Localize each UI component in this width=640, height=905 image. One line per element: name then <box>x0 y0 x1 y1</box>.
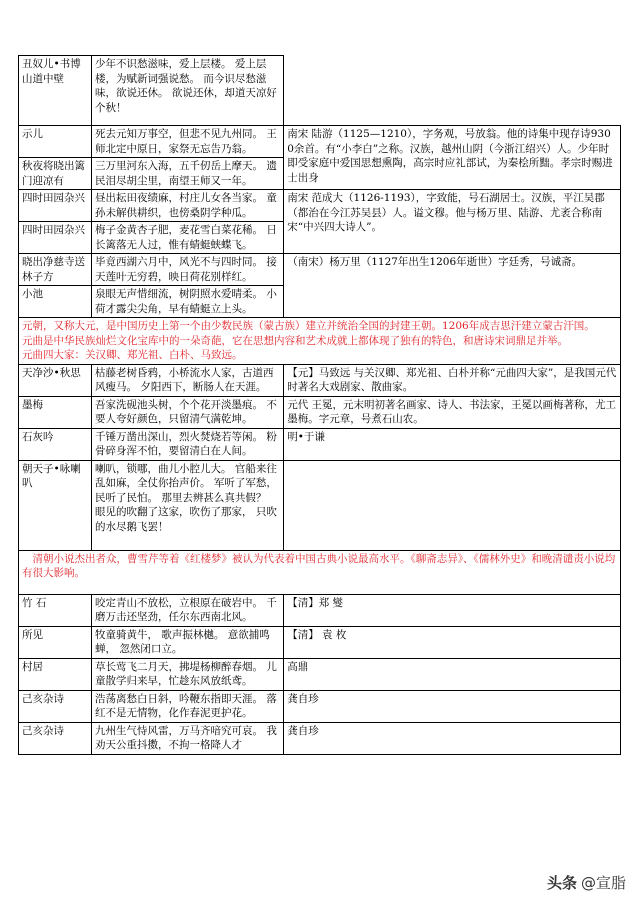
note-paragraph: 元朝，又称大元，是中国历史上第一个由少数民族（蒙古族）建立并统治全国的封建王朝。1206年成吉思汗建立蒙古汗国。 <box>22 320 595 332</box>
poem-title: 竹 石 <box>19 594 92 626</box>
table-row <box>19 550 621 594</box>
author-info: 南宋 陆游（1125—1210），字务观，号放翁。他的诗集中现存诗9300余首。有“小李白”之称。汉族，越州山阴（今浙江绍兴）人。少年时即受家庭中爱国思想熏陶，高宗时应礼部试，为秦桧所黜。孝宗时赐进士出身 <box>284 126 621 190</box>
poem-text: 浩荡离愁白日斜，吟鞭东指即天涯。 落红不是无情物，化作春泥更护花。 <box>92 690 284 722</box>
table-row <box>19 722 621 754</box>
account-handle: @宣脂 <box>580 874 626 892</box>
watermark <box>547 872 626 893</box>
poem-title: 秋夜将晓出篱门迎凉有 <box>19 158 92 190</box>
author-info <box>284 460 621 550</box>
author-info: 元代 王冕，元末明初著名画家、诗人、书法家，王冕以画梅著称，尤工墨梅。字元章，号煮石山农。 <box>284 396 621 428</box>
poem-text: 吾家洗砚池头树，个个花开淡墨痕。 不要人夸好颜色，只留清气满乾坤。 <box>92 396 284 428</box>
poem-text: 牧童骑黄牛， 歌声振林樾。 意欲捕鸣蝉， 忽然闭口立。 <box>92 626 284 658</box>
poem-table <box>18 55 621 755</box>
poem-title: 己亥杂诗 <box>19 690 92 722</box>
table-row <box>19 658 621 690</box>
note-paragraph: 元曲是中华民族灿烂文化宝库中的一朵奇葩，它在思想内容和艺术成就上都体现了独有的特色，和唐诗宋词鼎足并举。 <box>22 334 568 347</box>
poem-title: 所见 <box>19 626 92 658</box>
poem-title: 朝天子•咏喇叭 <box>19 460 92 550</box>
table-row <box>19 364 621 396</box>
author-info: 【清】郑 燮 <box>284 594 621 626</box>
poem-text: 毕竟西湖六月中，风光不与四时同。 接天莲叶无穷碧，映日荷花别样红。 <box>92 254 284 286</box>
poem-text: 九州生气恃风雷，万马齐喑究可哀。 我劝天公重抖擞，不拘一格降人才 <box>92 722 284 754</box>
author-info: 高鼎 <box>284 658 621 690</box>
author-info: 明•于谦 <box>284 428 621 460</box>
author-info: （南宋）杨万里（1127年出生1206年逝世）字廷秀，号诚斋。 <box>284 254 621 318</box>
yuan-dynasty-note <box>19 318 621 365</box>
poem-title: 天净沙•秋思 <box>19 364 92 396</box>
poem-title: 墨梅 <box>19 396 92 428</box>
author-info: 【元】马致远 与关汉卿、郑光祖、白朴并称“元曲四大家”，是我国元代时著名大戏剧家、散曲家。 <box>284 364 621 396</box>
poem-text: 喇叭，锁哪，曲儿小腔儿大。 官船来往乱如麻，全仗你抬声价。 军听了军愁，民听了民怕。 那里去辨甚么真共假？ 眼见的吹翻了这家，吹伤了那家， 只吹的水尽鹅飞罢！ <box>92 460 284 550</box>
table-row <box>19 318 621 365</box>
poem-title: 丑奴儿•书博山道中壁 <box>19 56 92 126</box>
table-row <box>19 126 621 158</box>
poem-text: 三万里河东入海，五千仞岳上摩天。 遗民泪尽胡尘里，南望王师又一年。 <box>92 158 284 190</box>
poem-text: 枯藤老树昏鸦，小桥流水人家，古道西风瘦马。 夕阳西下，断肠人在天涯。 <box>92 364 284 396</box>
table-row <box>19 690 621 722</box>
poem-text: 昼出耘田夜绩麻，村庄儿女各当家。 童孙未解供耕织，也傍桑阴学种瓜。 <box>92 190 284 222</box>
poem-title: 晓出净慈寺送林子方 <box>19 254 92 286</box>
poem-table-sheet <box>18 55 621 755</box>
poem-title: 村居 <box>19 658 92 690</box>
author-info: 龚自珍 <box>284 722 621 754</box>
author-info: 龚自珍 <box>284 690 621 722</box>
poem-title: 小池 <box>19 286 92 318</box>
author-info: 【清】 袁 枚 <box>284 626 621 658</box>
author-info <box>284 56 621 126</box>
table-row <box>19 428 621 460</box>
poem-text: 泉眼无声惜细流，树阴照水爱晴柔。 小荷才露尖尖角，早有蜻蜓立上头。 <box>92 286 284 318</box>
table-row <box>19 254 621 286</box>
author-info: 南宋 范成大（1126-1193），字致能，号石湖居士。汉族，平江吴郡（都治在今江苏吴县）人。谥文穆。他与杨万里、陆游、尤袤合称南宋“中兴四大诗人”。 <box>284 190 621 254</box>
poem-title: 四时田园杂兴 <box>19 222 92 254</box>
poem-text: 千锤万凿出深山，烈火焚烧若等闲。 粉骨碎身浑不怕，要留清白在人间。 <box>92 428 284 460</box>
poem-text: 草长莺飞二月天，拂堤杨柳醉春烟。 儿童散学归来早，忙趁东风放纸鸢。 <box>92 658 284 690</box>
note-paragraph: 元曲四大家：关汉卿、郑光祖、白朴、马致远。 <box>22 349 243 361</box>
table-row <box>19 626 621 658</box>
table-row <box>19 190 621 222</box>
toutiao-logo: 头条 <box>546 874 577 892</box>
qing-dynasty-note: 清朝小说杰出者众，曹雪芹等着《红楼梦》被认为代表着中国古典小说最高水平。《聊斋志异》、《儒林外史》和晚清谴责小说均有很大影响。 <box>19 550 621 594</box>
poem-title: 示儿 <box>19 126 92 158</box>
poem-title: 己亥杂诗 <box>19 722 92 754</box>
table-row <box>19 56 621 126</box>
poem-text: 死去元知万事空，但悲不见九州同。 王师北定中原日，家祭无忘告乃翁。 <box>92 126 284 158</box>
table-row <box>19 396 621 428</box>
table-row <box>19 594 621 626</box>
poem-text: 梅子金黄杏子肥，麦花雪白菜花稀。 日长篱落无人过，惟有蜻蜓蛱蝶飞。 <box>92 222 284 254</box>
table-row <box>19 460 621 550</box>
poem-title: 石灰吟 <box>19 428 92 460</box>
poem-text: 咬定青山不放松，立根原在破岩中。 千磨万击还坚劲，任尔东西南北风。 <box>92 594 284 626</box>
poem-text: 少年不识愁滋味，爱上层楼。 爱上层楼，为赋新词强说愁。 而今识尽愁滋味，欲说还休。 欲说还休，却道天凉好个秋！ <box>92 56 284 126</box>
poem-title: 四时田园杂兴 <box>19 190 92 222</box>
